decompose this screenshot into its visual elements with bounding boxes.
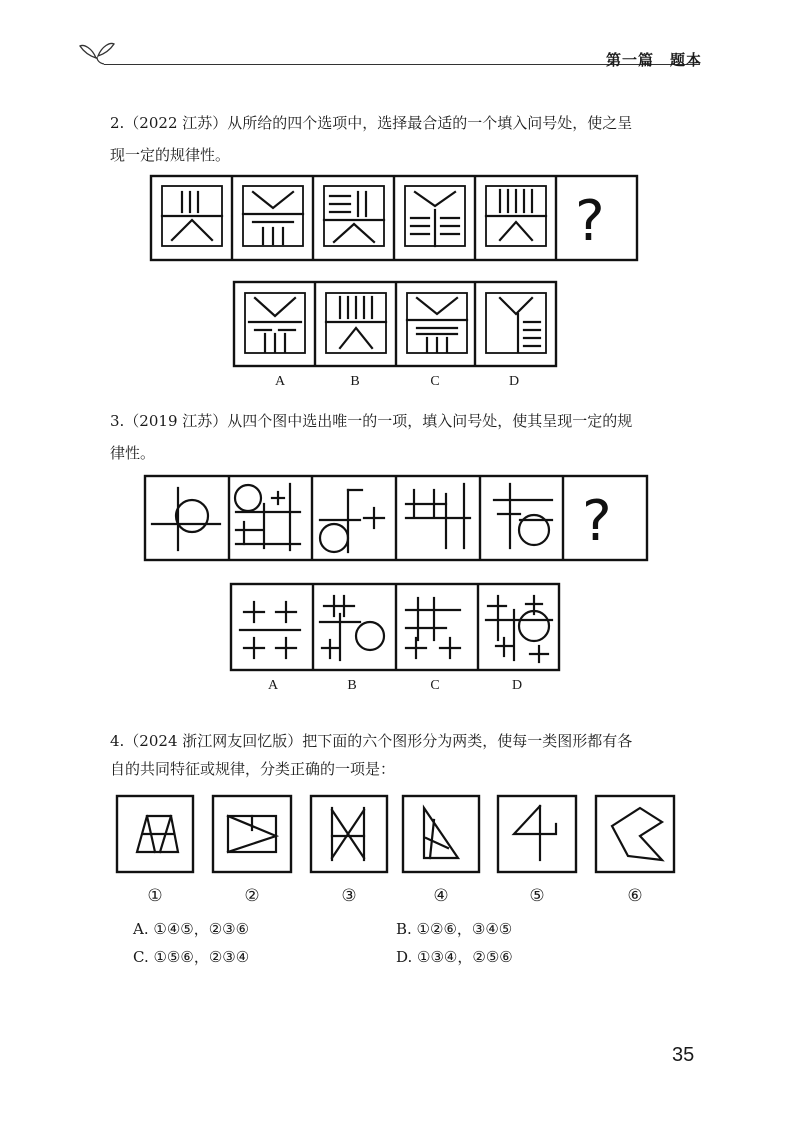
q4-figure-1 [117, 796, 193, 872]
question-4-line1: 4.（2024 浙江网友回忆版）把下面的六个图形分为两类，使每一类图形都有各 [110, 732, 633, 750]
q4-figure-4 [403, 796, 479, 872]
q4-figure-3 [311, 796, 387, 872]
q4-answer-c[interactable]: C. ①⑤⑥，②③④ [133, 948, 250, 966]
q4-figure-3-label: ③ [341, 886, 357, 906]
q4-figure-6 [596, 796, 674, 872]
q4-answer-d[interactable]: D. ①③④，②⑤⑥ [396, 948, 513, 966]
page-number: 35 [672, 1044, 695, 1066]
q3-option-d-label: D [511, 678, 523, 693]
q3-option-b-label: B [347, 678, 357, 693]
q4-figure-5 [498, 796, 576, 872]
q4-figure-6-label: ⑥ [627, 886, 643, 906]
q2-option-b-label: B [350, 374, 360, 389]
q4-figure-5-label: ⑤ [529, 886, 545, 906]
question-2-line1: 2.（2022 江苏）从所给的四个选项中，选择最合适的一个填入问号处，使之呈 [110, 114, 633, 132]
q4-figure-2-label: ② [244, 886, 260, 906]
q2-option-d-label: D [508, 374, 520, 389]
header-title: 第一篇 题本 [606, 51, 703, 69]
q4-figure-1-label: ① [147, 886, 163, 906]
question-3-line2: 律性。 [110, 444, 156, 462]
question-2-line2: 现一定的规律性。 [110, 146, 231, 164]
q2-option-c-label: C [430, 374, 440, 389]
q4-figure-2 [213, 796, 291, 872]
question-3-line1: 3.（2019 江苏）从四个图中选出唯一的一项，填入问号处，使其呈现一定的规 [110, 412, 633, 430]
q2-option-a-label: A [274, 374, 286, 389]
q4-answer-b[interactable]: B. ①②⑥，③④⑤ [396, 920, 513, 938]
q4-figure-4-label: ④ [433, 886, 449, 906]
q4-answer-a[interactable]: A. ①④⑤，②③⑥ [133, 920, 250, 938]
q3-option-a-label: A [267, 678, 279, 693]
question-4-line2: 自的共同特征或规律，分类正确的一项是： [110, 760, 396, 778]
q2-question-mark: ? [575, 189, 605, 254]
q3-question-mark: ? [582, 489, 612, 554]
q3-option-c-label: C [430, 678, 440, 693]
